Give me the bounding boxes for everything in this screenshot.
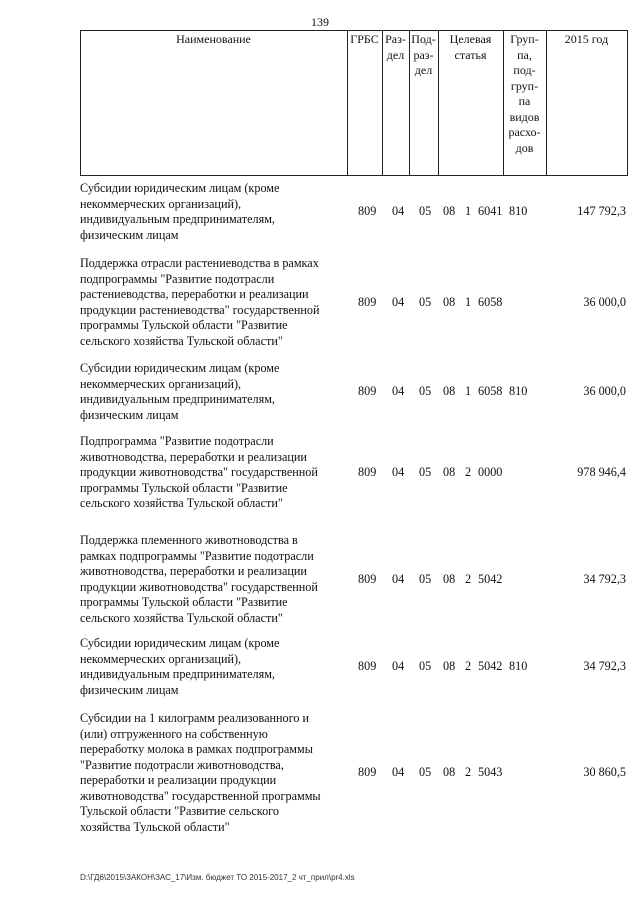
- row-podrazdel: 05: [419, 204, 432, 218]
- row-razdel: 04: [392, 571, 405, 586]
- row-vid-rashodov: 810: [509, 384, 528, 398]
- table-row: [80, 181, 628, 243]
- table-row: [80, 361, 628, 423]
- row-podrazdel: 05: [419, 384, 432, 398]
- row-tselevaya-part2: 1: [465, 204, 472, 218]
- row-razdel: 04: [392, 204, 405, 218]
- row-name: Субсидии юридическим лицам (кроме некоммерческих организаций), индивидуальным предпринимателям, физическим лицам: [80, 361, 280, 422]
- row-grbs: 809: [358, 204, 377, 218]
- row-tselevaya-part3: 6058: [478, 384, 503, 398]
- row-grbs: 809: [358, 384, 377, 398]
- file-path-footer: D:\ГД6\2015\ЗАКОН\ЗАС_17\Изм. бюджет ТО 2015-2017_2 чт_прил\pr4.xls: [80, 873, 355, 882]
- row-grbs: 809: [358, 765, 377, 779]
- row-name: Субсидии юридическим лицам (кроме некоммерческих организаций), индивидуальным предпринимателям, физическим лицам: [80, 181, 280, 242]
- row-vid-rashodov: 810: [509, 204, 528, 218]
- row-tselevaya-part1: 08: [443, 294, 456, 309]
- row-podrazdel: 05: [419, 659, 432, 673]
- header-tselevaya-statya: Целевая статья: [449, 32, 492, 62]
- table-row: [80, 636, 628, 698]
- row-name: Поддержка отрасли растениеводства в рамках подпрограммы "Развитие подотрасли растениеводства, переработки и реализации продукции растениеводства" государственной программы Тульской области "Развитие сельского хозяйства Тульской области": [80, 256, 320, 348]
- row-razdel: 04: [392, 659, 405, 673]
- header-gruppa-vidov-rashodov: Груп- па, под- груп- па видов расхо- дов: [508, 32, 541, 155]
- row-podrazdel: 05: [419, 464, 432, 479]
- row-tselevaya-part1: 08: [443, 204, 456, 218]
- header-divider-6: [546, 30, 547, 176]
- row-name: Поддержка племенного животноводства в рамках подпрограммы "Развитие подотрасли животноводства, переработки и реализации продукции животноводства" государственной программы Тульской области "Развитие сельского хозяйства Тульской области": [80, 533, 318, 625]
- row-razdel: 04: [392, 464, 405, 479]
- row-tselevaya-part3: 6041: [478, 204, 503, 218]
- row-amount: 36 000,0: [583, 384, 626, 398]
- row-vid-rashodov: 810: [509, 659, 528, 673]
- header-grbs: ГРБС: [350, 32, 379, 46]
- row-grbs: 809: [358, 659, 377, 673]
- row-amount: 30 860,5: [583, 765, 626, 779]
- row-grbs: 809: [358, 464, 377, 479]
- row-tselevaya-part2: 2: [465, 765, 472, 779]
- row-amount: 147 792,3: [577, 204, 626, 218]
- row-tselevaya-part1: 08: [443, 384, 456, 398]
- header-year: 2015 год: [564, 32, 609, 46]
- row-grbs: 809: [358, 571, 377, 586]
- header-razdel: Раз- дел: [385, 32, 406, 62]
- row-tselevaya-part1: 08: [443, 659, 456, 673]
- row-podrazdel: 05: [419, 294, 432, 309]
- row-podrazdel: 05: [419, 765, 432, 779]
- row-name: Подпрограмма "Развитие подотрасли животноводства, переработки и реализации продукции животноводства" государственной программы Тульской области "Развитие сельского хозяйства Тульской области": [80, 434, 318, 510]
- row-tselevaya-part2: 2: [465, 659, 472, 673]
- row-amount: 978 946,4: [577, 464, 626, 479]
- header-border-left: [80, 30, 81, 176]
- row-grbs: 809: [358, 294, 377, 309]
- row-tselevaya-part1: 08: [443, 571, 456, 586]
- row-amount: 34 792,3: [583, 659, 626, 673]
- row-tselevaya-part2: 1: [465, 384, 472, 398]
- row-name: Субсидии юридическим лицам (кроме некоммерческих организаций), индивидуальным предпринимателям, физическим лицам: [80, 636, 280, 697]
- row-amount: 36 000,0: [583, 294, 626, 309]
- row-tselevaya-part3: 5043: [478, 765, 503, 779]
- row-podrazdel: 05: [419, 571, 432, 586]
- table-row: [80, 256, 628, 349]
- row-tselevaya-part3: 5042: [478, 571, 503, 586]
- row-razdel: 04: [392, 384, 405, 398]
- header-border-right: [627, 30, 628, 176]
- table-row: [80, 533, 628, 626]
- header-podrazdel: Под- раз- дел: [411, 32, 436, 77]
- row-tselevaya-part2: 2: [465, 571, 472, 586]
- table-row: [80, 711, 628, 835]
- row-tselevaya-part2: 2: [465, 464, 472, 479]
- header-divider-1: [347, 30, 348, 176]
- row-tselevaya-part2: 1: [465, 294, 472, 309]
- page-number: 139: [311, 15, 329, 29]
- row-tselevaya-part1: 08: [443, 765, 456, 779]
- table-row: [80, 434, 628, 512]
- row-tselevaya-part3: 0000: [478, 464, 503, 479]
- header-name: Наименование: [176, 32, 251, 46]
- row-tselevaya-part3: 6058: [478, 294, 503, 309]
- row-tselevaya-part3: 5042: [478, 659, 503, 673]
- row-razdel: 04: [392, 765, 405, 779]
- row-tselevaya-part1: 08: [443, 464, 456, 479]
- row-name: Субсидии на 1 килограмм реализованного и (или) отгруженного на собственную переработку молока в рамках подпрограммы "Развитие подотрасли животноводства, переработки и реализации продукции животноводства" государственной программы Тульской области "Развитие сельского хозяйства Тульской области": [80, 711, 321, 834]
- row-razdel: 04: [392, 294, 405, 309]
- row-amount: 34 792,3: [583, 571, 626, 586]
